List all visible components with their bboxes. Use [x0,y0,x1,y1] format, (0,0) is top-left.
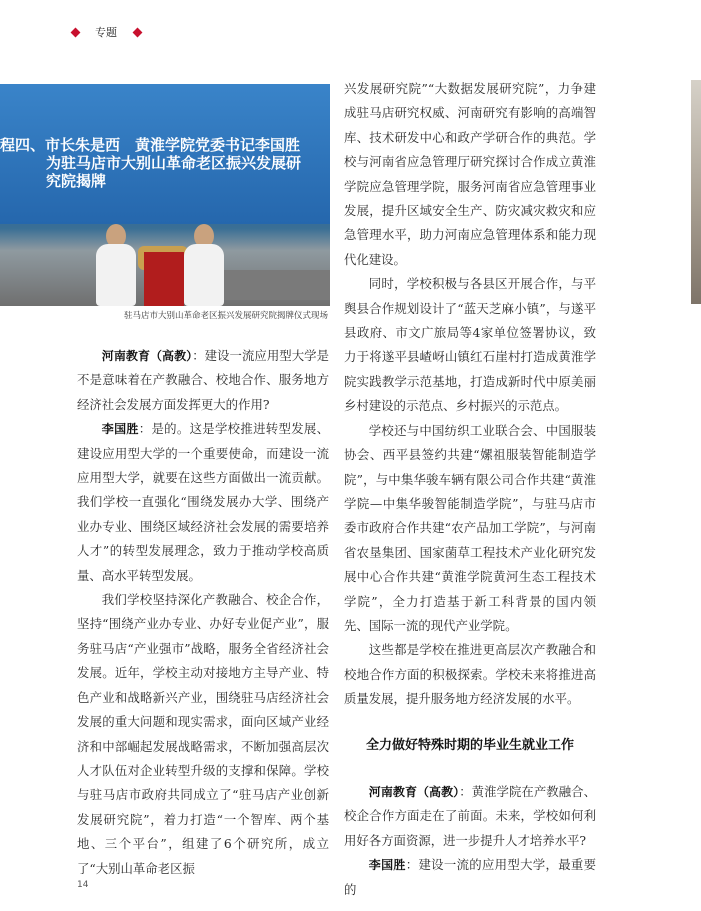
speaker-label: 李国胜 [368,858,406,873]
paragraph [344,272,596,418]
diamond-bullet-icon [71,27,81,37]
photo-caption: 驻马店市大别山革命老区振兴发展研究院揭牌仪式现场 [123,311,328,321]
page-number: 14 [77,880,89,890]
paragraph [344,638,596,711]
paragraph [77,344,329,417]
paragraph [344,419,596,639]
paragraph-text: ：黄淮学院在产教融合、校企合作方面走在了前面。未来，学校如何利用好各方面资源，进一步提升人才培养水平? [344,783,596,848]
speaker-label: 河南教育（高教） [368,784,460,799]
paragraph-text: ：建设一流应用型大学是不是意味着在产教融合、校地合作、服务地方经济社会发展方面发挥更大的作用? [77,348,329,412]
ceremony-photo [0,84,330,306]
screen-line-3: 究院揭牌 [46,172,107,190]
screen-banner-text [0,136,330,190]
paragraph-text: ：建设一流的应用型大学，最重要的 [344,857,596,897]
paragraph [77,588,329,881]
screen-line-2: 为驻马店市大别山革命老区振兴发展研 [46,154,302,172]
speaker-label: 李国胜 [101,422,139,437]
paragraph-text: 同时，学校积极与各县区开展合作，与平舆县合作规划设计了“蓝天芝麻小镇”，与遂平县政府、市文广旅局等4家单位签署协议，致力于将遂平县嵖岈山镇红石崖村打造成黄淮学院实践教学示范基地，打造成新时代中原美丽乡村建设的示范点、乡村振兴的示范点。 [344,276,596,414]
paragraph [344,780,596,853]
paragraph [344,853,596,902]
paragraph-text: ：是的。这是学校推进转型发展、建设应用型大学的一个重要使命，而建设一流应用型大学，就要在这些方面做出一流贡献。我们学校一直强化“围绕发展办大学、围绕产业办专业、围绕区域经济社会发展的需要培养人才”的转型发展理念，致力于推动学校高质量、高水平转型发展。 [77,421,329,583]
screen-line-1: 程四、市长朱是西 黄淮学院党委书记李国胜 [0,136,301,154]
adjacent-photo-edge [691,80,701,304]
diamond-bullet-icon [133,27,143,37]
plaque-red-cloth [144,252,184,306]
person-right [184,244,224,306]
paragraph-text: 学校还与中国纺织工业联合会、中国服装协会、西平县签约共建“嫘祖服装智能制造学院”，与中集华骏车辆有限公司合作共建“黄淮学院—中集华骏智能制造学院”，与驻马店市委市政府合作共建“农产品加工学院”，与河南省农垦集团、国家菌草工程技术产业化研究发展中心合作共建“黄淮学院黄河生态工程技术学院”，全力打造基于新工科背景的国内领先、国际一流的现代产业学院。 [344,422,596,633]
speaker-label: 河南教育（高教） [101,349,193,363]
paragraph-text: 我们学校坚持深化产教融合、校企合作，坚持“围绕产业办专业、办好专业促产业”，服务驻马店“产业强市”战略，服务全省经济社会发展。近年，学校主动对接地方主导产业、特色产业和战略新兴产业，围绕驻马店经济社会发展的重大问题和现实需求，面向区域产业经济和中部崛起发展战略需求，不断加强高层次人才队伍对企业转型升级的支撑和保障。学校与驻马店市政府共同成立了“驻马店产业创新发展研究院”，着力打造“一个智库、两个基地、三个平台”，组建了6个研究所，成立了“大别山革命老区振 [77,592,329,876]
section-label: 专题 [95,26,117,39]
paragraph-text: 这些都是学校在推进更高层次产教融合和校地合作方面的积极探索。学校未来将推进高质量发展，提升服务地方经济发展的水平。 [344,642,596,707]
section-heading: 全力做好特殊时期的毕业生就业工作 [365,737,574,753]
paragraph [344,77,596,272]
page-header [72,22,141,42]
background-table [210,270,330,300]
paragraph-text: 兴发展研究院”“大数据发展研究院”，力争建成驻马店研究权威、河南研究有影响的高端智库、技术研发中心和政产学研合作的典范。学校与河南省应急管理厅研究探讨合作成立黄淮学院应急管理学院，服务河南省应急管理事业发展，提升区域安全生产、防灾减灾救灾和应急管理水平，助力河南应急管理体系和能力现代化建设。 [344,81,596,267]
paragraph [77,417,329,588]
person-left [96,244,136,306]
left-column [77,344,329,881]
right-column [344,77,596,902]
